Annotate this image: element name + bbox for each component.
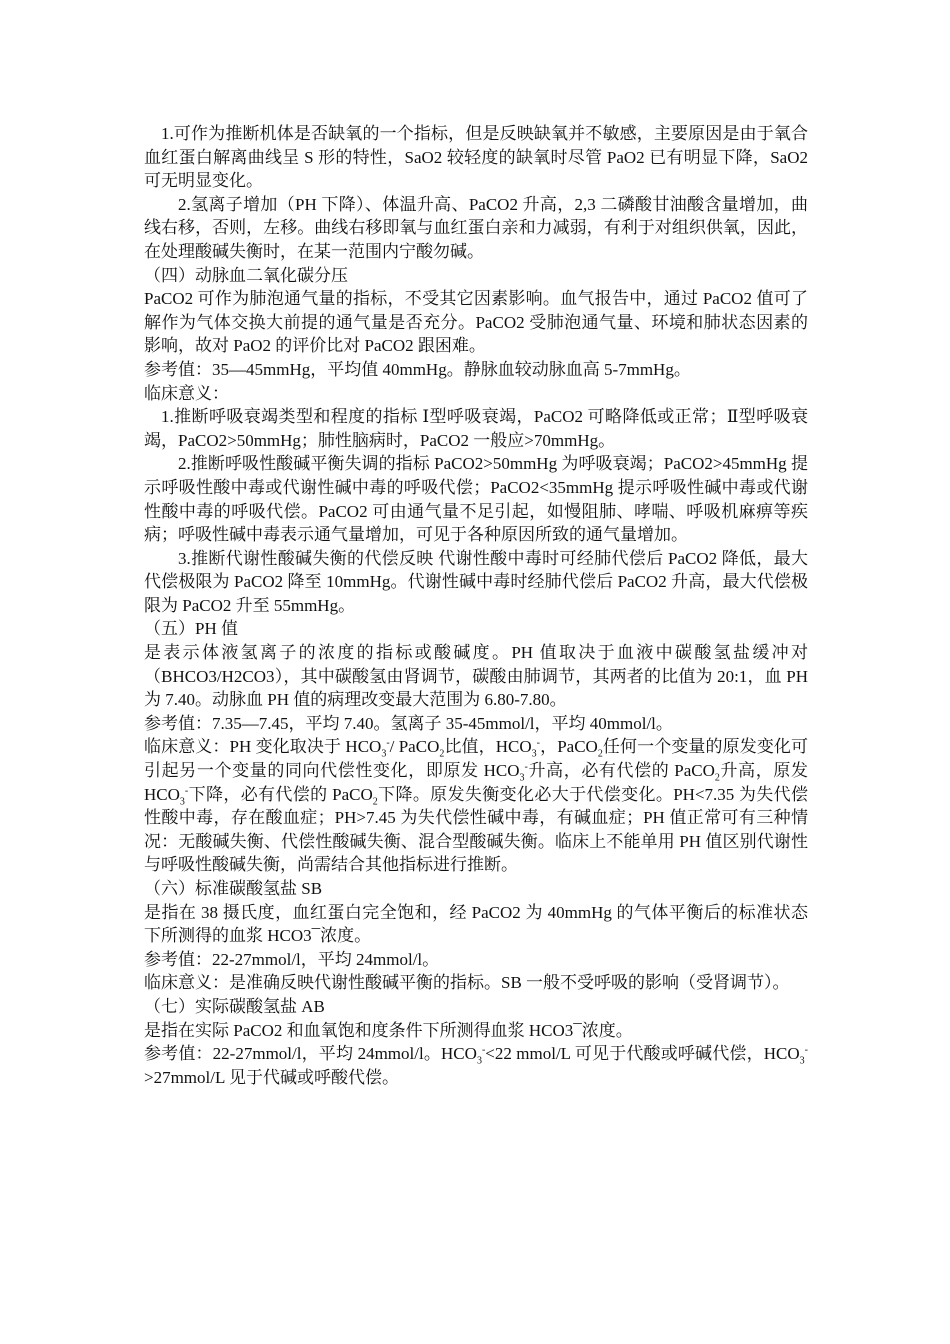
paragraph: 是指在 38 摄氏度，血红蛋白完全饱和，经 PaCO2 为 40mmHg 的气体平衡后的标准状态下所测得的血浆 HCO3¯浓度。 [144, 902, 808, 946]
superscript: - [184, 784, 189, 796]
subscript: 3 [381, 748, 387, 760]
paragraph: 是表示体液氢离子的浓度的指标或酸碱度。PH 值取决于血液中碳酸氢盐缓冲对（BHCO3/H2CO3），其中碳酸氢由肾调节，碳酸由肺调节，其两者的比值为 20:1，血 PH 为 7.40。动脉血 PH 值的病理改变最大范围为 6.80-7.80。 [144, 643, 808, 710]
superscript: - [481, 1044, 486, 1056]
document-page [144, 122, 808, 1089]
paragraph: 参考值：7.35—7.45，平均 7.40。氢离子 35-45mmol/l，平均 40mmol/l。 [144, 713, 673, 733]
text-run: 升高，必有代偿的 PaCO [527, 761, 715, 781]
subscript: 2 [597, 748, 603, 760]
subscript: 2 [372, 796, 378, 808]
text-run: 下降。原发失衡变化必大于代偿变化。PH<7.35 为失代偿性酸中毒，存在酸血症；PH>7.45 为失代偿性碱中毒，有碱血症；PH 值正常可有三种情况：无酸碱失衡、代偿性酸碱失衡、混合型酸碱失衡。临床上不能单用 PH 值区别代谢性与呼吸性酸碱失衡，尚需结合其他指标进行推断。 [144, 784, 808, 875]
text-run: <22 mmol/L 可见于代酸或呼碱代偿，HCO [485, 1044, 800, 1064]
paragraph: 参考值：35—45mmHg，平均值 40mmHg。静脉血较动脉血高 5-7mmHg。 [144, 359, 691, 379]
text-run: 任何一个变量的原发变化可引起另一个变量的同向代偿性变化，即原发 HCO [144, 737, 809, 781]
paragraph-ab-reference [144, 1042, 808, 1089]
text-run: 临床意义：PH 变化取决于 HCO [144, 737, 382, 757]
superscript: - [536, 737, 540, 749]
text-run: 参考值：22-27mmol/l，平均 24mmol/l。HCO [144, 1044, 477, 1064]
text-run: >27mmol/L 见于代碱或呼酸代偿。 [144, 1067, 399, 1087]
paragraph: 3.推断代谢性酸碱失衡的代偿反映 代谢性酸中毒时可经肺代偿后 PaCO2 降低，最大代偿极限为 PaCO2 降至 10mmHg。代谢性碱中毒时经肺代偿后 PaCO2 升高，最大代偿极限为 PaCO2 升至 55mmHg。 [144, 548, 808, 615]
paragraph: 2.氢离子增加（PH 下降）、体温升高、PaCO2 升高，2,3 二磷酸甘油酸含量增加，曲线右移，否则，左移。曲线右移即氧与血红蛋白亲和力减弱，有利于对组织供氧，因此，在处理酸碱失衡时，在某一范围内宁酸勿碱。 [144, 194, 808, 261]
section-heading: （五）PH 值 [144, 619, 238, 639]
subscript: 3 [179, 796, 185, 808]
paragraph: 1.可作为推断机体是否缺氧的一个指标，但是反映缺氧并不敏感，主要原因是由于氧合血红蛋白解离曲线呈 S 形的特性，SaO2 较轻度的缺氧时尽管 PaO2 已有明显下降，SaO2 可无明显变化。 [144, 124, 808, 191]
paragraph: PaCO2 可作为肺泡通气量的指标，不受其它因素影响。血气报告中，通过 PaCO2 值可了解作为气体交换大前提的通气量是否充分。PaCO2 受肺泡通气量、环境和肺状态因素的影响，故对 PaO2 的评价比对 PaCO2 跟困难。 [144, 289, 808, 356]
paragraph: 1.推断呼吸衰竭类型和程度的指标 Ⅰ型呼吸衰竭，PaCO2 可略降低或正常；Ⅱ型呼吸衰竭，PaCO2>50mmHg；肺性脑病时，PaCO2 一般应>70mmHg。 [144, 407, 808, 450]
text-run: 升高，原发 HCO [144, 761, 808, 804]
text-run: ，PaCO [540, 737, 598, 757]
text-run: 比值，HCO [444, 737, 532, 757]
text-run: / PaCO [389, 737, 440, 757]
paragraph: 参考值：22-27mmol/l，平均 24mmol/l。 [144, 949, 440, 969]
superscript: - [804, 1044, 808, 1056]
text-run: 下降，必有代偿的 PaCO [188, 784, 373, 804]
subscript: 3 [531, 748, 537, 760]
paragraph-clinical-ph [144, 735, 808, 877]
superscript: - [524, 761, 528, 773]
section-heading: （四）动脉血二氧化碳分压 [144, 265, 348, 285]
section-heading: （六）标准碳酸氢盐 SB [144, 879, 323, 898]
subscript: 3 [519, 772, 525, 784]
section-heading: （七）实际碳酸氢盐 AB [144, 996, 325, 1016]
paragraph: 临床意义：是准确反映代谢性酸碱平衡的指标。SB 一般不受呼吸的影响（受肾调节）。 [144, 973, 790, 993]
subscript: 2 [714, 772, 720, 784]
paragraph: 临床意义： [144, 383, 229, 403]
superscript: - [386, 737, 390, 749]
paragraph: 是指在实际 PaCO2 和血氧饱和度条件下所测得血浆 HCO3¯浓度。 [144, 1020, 633, 1040]
paragraph: 2.推断呼吸性酸碱平衡失调的指标 PaCO2>50mmHg 为呼吸衰竭；PaCO2>45mmHg 提示呼吸性酸中毒或代谢性碱中毒的呼吸代偿；PaCO2<35mmHg 提示呼吸性碱中毒或代谢性酸中毒的呼吸代偿。PaCO2 可由通气量不足引起，如慢阻肺、哮喘、呼吸机麻痹等疾病；呼吸性碱中毒表示通气量增加，可见于各种原因所致的通气量增加。 [144, 454, 808, 545]
subscript: 3 [476, 1055, 482, 1067]
subscript: 2 [439, 748, 445, 760]
subscript: 3 [799, 1055, 805, 1067]
